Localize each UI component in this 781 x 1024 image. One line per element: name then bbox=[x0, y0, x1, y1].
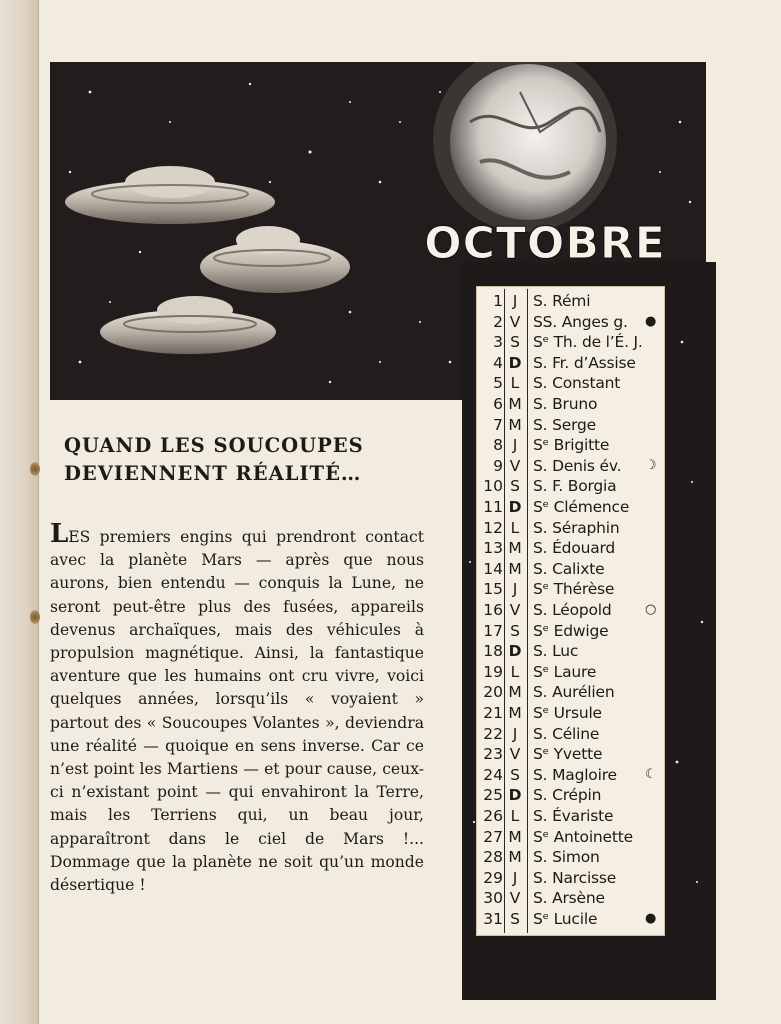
calendar-saint-name: S. Arsène bbox=[533, 889, 605, 908]
calendar-saint-name: Sᵉ Lucile bbox=[533, 910, 598, 928]
calendar-saint-name: Sᵉ Yvette bbox=[533, 745, 603, 764]
month-title: OCTOBRE bbox=[424, 218, 666, 269]
calendar-row bbox=[477, 559, 664, 580]
saucer-3 bbox=[100, 296, 276, 354]
calendar-weekday: M bbox=[508, 395, 522, 413]
calendar-saint-name: S. Bruno bbox=[533, 395, 598, 413]
drop-cap: L bbox=[50, 519, 69, 549]
calendar-row bbox=[477, 518, 664, 539]
last-quarter-moon-icon: ☾ bbox=[645, 766, 657, 782]
calendar-weekday: M bbox=[508, 848, 522, 867]
page-binding-edge bbox=[0, 0, 39, 1024]
calendar-weekday: D bbox=[508, 642, 522, 661]
calendar-day-number: 24 bbox=[483, 765, 503, 784]
calendar-row bbox=[477, 909, 664, 930]
calendar-weekday: J bbox=[512, 292, 518, 310]
calendar-weekday: V bbox=[509, 601, 521, 619]
calendar-saint-name: S. Édouard bbox=[533, 539, 616, 558]
calendar-saint-name: S. Constant bbox=[533, 374, 621, 393]
calendar-weekday: L bbox=[510, 807, 520, 825]
calendar-row bbox=[477, 765, 664, 786]
calendar-weekday: V bbox=[509, 456, 521, 475]
calendar-day-number: 22 bbox=[483, 724, 503, 743]
calendar-saint-name: Sᵉ Thérèse bbox=[533, 580, 615, 599]
calendar-weekday: J bbox=[512, 868, 518, 887]
calendar-saint-name: Sᵉ Th. de l’É. J. bbox=[533, 333, 643, 352]
saucer-1 bbox=[65, 166, 275, 224]
article-body bbox=[50, 519, 424, 897]
calendar-row bbox=[477, 476, 664, 497]
calendar-row bbox=[477, 827, 664, 848]
calendar-day-number: 29 bbox=[483, 868, 503, 887]
calendar-row bbox=[477, 456, 664, 477]
calendar-saint-name: Sᵉ Edwige bbox=[533, 621, 609, 640]
calendar-day-number: 2 bbox=[493, 312, 503, 331]
calendar-day-number: 8 bbox=[493, 436, 503, 455]
calendar-saint-name: S. Céline bbox=[533, 724, 600, 743]
calendar-weekday: V bbox=[509, 745, 521, 764]
calendar-row bbox=[477, 579, 664, 600]
calendar-day-number: 11 bbox=[483, 498, 503, 516]
calendar-saint-name: Sᵉ Ursule bbox=[533, 704, 602, 722]
calendar-row bbox=[477, 847, 664, 868]
calendar-row bbox=[477, 332, 664, 353]
calendar-row bbox=[477, 888, 664, 909]
calendar-row bbox=[477, 394, 664, 415]
calendar-saint-name: Sᵉ Antoinette bbox=[533, 827, 633, 846]
planet-mars bbox=[433, 62, 617, 232]
calendar-saint-name: S. Serge bbox=[533, 415, 596, 434]
calendar-saint-name: S. Évariste bbox=[533, 807, 614, 825]
calendar-weekday: J bbox=[512, 580, 518, 599]
calendar-row bbox=[477, 868, 664, 889]
calendar-saint-name: S. Narcisse bbox=[533, 868, 617, 887]
calendar-day-number: 5 bbox=[493, 374, 503, 393]
calendar-weekday: S bbox=[510, 910, 520, 928]
calendar-saint-name: S. Simon bbox=[533, 848, 600, 867]
calendar-day-number: 17 bbox=[483, 621, 503, 640]
calendar-row bbox=[477, 353, 664, 374]
new-moon-icon: ● bbox=[645, 911, 657, 926]
calendar-day-number: 28 bbox=[483, 848, 503, 867]
calendar-saint-name: S. Denis év. bbox=[533, 456, 622, 475]
calendar-row bbox=[477, 497, 664, 518]
calendar-day-number: 13 bbox=[483, 539, 503, 558]
calendar-row bbox=[477, 600, 664, 621]
calendar-weekday: S bbox=[510, 333, 520, 352]
calendar-day-number: 19 bbox=[483, 662, 503, 681]
calendar-saint-name: S. Rémi bbox=[533, 292, 591, 310]
calendar-row bbox=[477, 538, 664, 559]
calendar-day-number: 4 bbox=[493, 353, 503, 372]
calendar-weekday: V bbox=[509, 312, 521, 331]
calendar-day-number: 1 bbox=[493, 292, 503, 310]
calendar-day-number: 25 bbox=[483, 786, 503, 805]
calendar-day-number: 3 bbox=[493, 333, 503, 352]
calendar-row bbox=[477, 682, 664, 703]
calendar-weekday: M bbox=[508, 559, 522, 578]
calendar-day-number: 31 bbox=[483, 910, 503, 928]
calendar-weekday: M bbox=[508, 704, 522, 722]
full-moon-icon: ○ bbox=[645, 602, 657, 617]
calendar-weekday: M bbox=[508, 415, 522, 434]
article-heading bbox=[64, 432, 444, 488]
calendar-row bbox=[477, 312, 664, 333]
calendar-day-number: 26 bbox=[483, 807, 503, 825]
calendar-saint-name: S. Léopold bbox=[533, 601, 612, 619]
calendar-saint-name: S. Calixte bbox=[533, 559, 605, 578]
calendar-row bbox=[477, 744, 664, 765]
calendar-day-number: 23 bbox=[483, 745, 503, 764]
calendar-weekday: J bbox=[512, 436, 518, 455]
calendar-weekday: D bbox=[508, 498, 522, 516]
staple-hole bbox=[30, 610, 40, 624]
calendar-day-number: 30 bbox=[483, 889, 503, 908]
calendar-weekday: J bbox=[512, 724, 518, 743]
calendar-day-number: 7 bbox=[493, 415, 503, 434]
heading-line-1: QUAND LES SOUCOUPES bbox=[64, 434, 364, 457]
calendar-weekday: L bbox=[510, 518, 520, 537]
calendar-day-number: 20 bbox=[483, 683, 503, 702]
calendar-day-number: 6 bbox=[493, 395, 503, 413]
calendar-row bbox=[477, 703, 664, 724]
saucer-2 bbox=[200, 226, 350, 293]
calendar-saint-name: S. Aurélien bbox=[533, 683, 615, 702]
calendar-saint-name: SS. Anges g. bbox=[533, 312, 628, 331]
calendar-weekday: M bbox=[508, 539, 522, 558]
calendar-saint-name: S. Luc bbox=[533, 642, 579, 661]
calendar-weekday: M bbox=[508, 683, 522, 702]
calendar-day-number: 21 bbox=[483, 704, 503, 722]
calendar-day-number: 27 bbox=[483, 827, 503, 846]
calendar-row bbox=[477, 785, 664, 806]
calendar-day-number: 18 bbox=[483, 642, 503, 661]
calendar-saint-name: S. Séraphin bbox=[533, 518, 620, 537]
calendar-saint-name: S. Fr. d’Assise bbox=[533, 353, 636, 372]
calendar-saint-name: Sᵉ Laure bbox=[533, 662, 597, 681]
staple-hole bbox=[30, 462, 40, 476]
calendar-row bbox=[477, 806, 664, 827]
calendar-row bbox=[477, 291, 664, 312]
calendar-weekday: L bbox=[510, 374, 520, 393]
calendar-saint-name: S. Magloire bbox=[533, 765, 617, 784]
calendar-day-number: 14 bbox=[483, 559, 503, 578]
first-quarter-moon-icon: ☽ bbox=[645, 457, 657, 473]
calendar-saint-name: S. F. Borgia bbox=[533, 477, 617, 496]
article-text: ES premiers engins qui prendront contact avec la planète Mars — après que nous aurons, bien entendu — conquis la Lune, ne seront peut-être plus des fusées, appareils devenus archaïques, mais des véhicules à propulsion magnétique. Ainsi, la fantastique aventure que les humains ont cru vivre, voici quelques années, lorsqu’ils « voyaient » partout des « Soucoupes Volantes », deviendra une réalité — quoique en sens inverse. Car ce n’est point les Martiens — et pour cause, ceux-ci n’existant point — qui envahiront la Terre, mais les Terriens qui, un beau jour, apparaîtront dans le ciel de Mars !... Dommage que la planète ne soit qu’un monde désertique ! bbox=[50, 528, 424, 895]
calendar-row bbox=[477, 373, 664, 394]
calendar-saint-name: S. Crépin bbox=[533, 786, 602, 805]
calendar-row bbox=[477, 662, 664, 683]
calendar-weekday: D bbox=[508, 786, 522, 805]
calendar-row bbox=[477, 435, 664, 456]
calendar-weekday: M bbox=[508, 827, 522, 846]
calendar-day-number: 12 bbox=[483, 518, 503, 537]
calendar-day-number: 15 bbox=[483, 580, 503, 599]
calendar-day-number: 10 bbox=[483, 477, 503, 496]
calendar-saint-name: Sᵉ Brigitte bbox=[533, 436, 610, 455]
calendar-weekday: S bbox=[510, 765, 520, 784]
calendar-weekday: D bbox=[508, 353, 522, 372]
calendar-row bbox=[477, 724, 664, 745]
calendar-row bbox=[477, 415, 664, 436]
calendar-weekday: V bbox=[509, 889, 521, 908]
new-moon-icon: ● bbox=[645, 313, 657, 329]
calendar-row bbox=[477, 621, 664, 642]
calendar-weekday: L bbox=[510, 662, 520, 681]
calendar-day-number: 9 bbox=[493, 456, 503, 475]
calendar-weekday: S bbox=[510, 621, 520, 640]
calendar-day-number: 16 bbox=[483, 601, 503, 619]
calendar-saint-name: Sᵉ Clémence bbox=[533, 498, 630, 516]
calendar-weekday: S bbox=[510, 477, 520, 496]
saints-calendar bbox=[476, 286, 665, 936]
calendar-row bbox=[477, 641, 664, 662]
heading-line-2: DEVIENNENT RÉALITÉ… bbox=[64, 462, 362, 485]
